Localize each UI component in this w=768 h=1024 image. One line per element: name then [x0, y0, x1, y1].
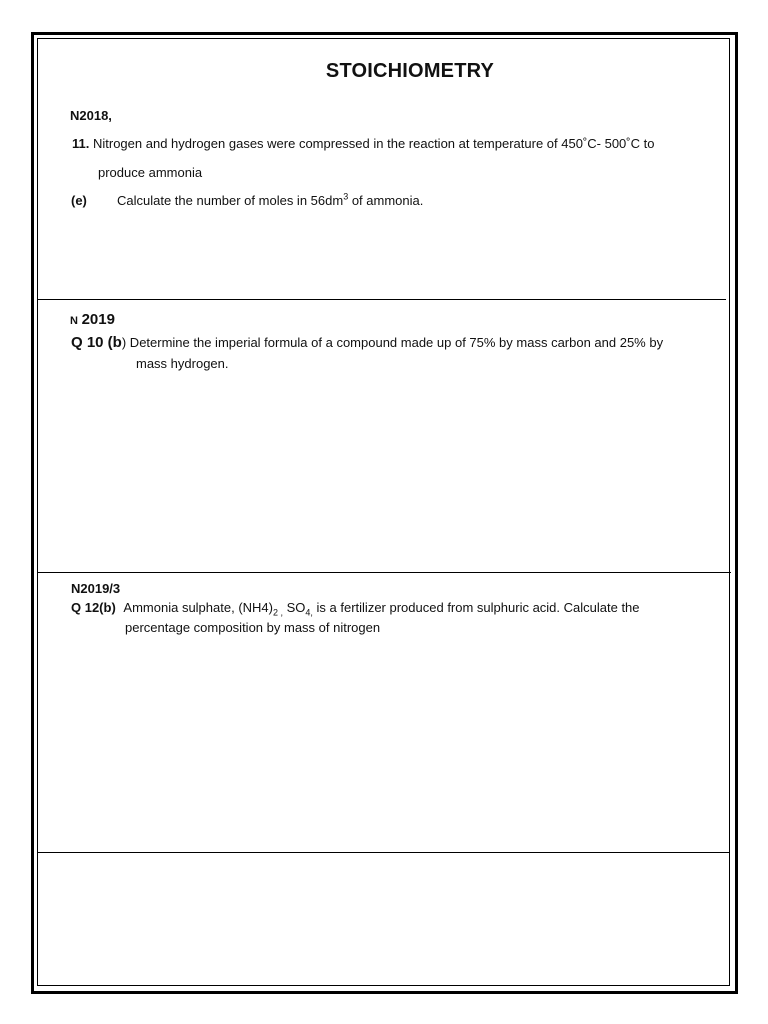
section-divider-3: [38, 852, 729, 853]
section3-sub-b: 4,: [305, 607, 313, 618]
section3-question-text-c: is a fertilizer produced from sulphuric acid. Calculate the: [312, 600, 640, 615]
section1-part-text: [117, 193, 423, 209]
section3-question-text-cont: percentage composition by mass of nitrogen: [125, 620, 381, 635]
section2-header-year: 2019: [81, 311, 115, 328]
section3-question-text-a: Ammonia sulphate, (NH4): [123, 600, 273, 615]
section2-question-text-cont: mass hydrogen.: [136, 356, 229, 371]
section3-question: [71, 600, 640, 616]
section1-question-number: 11.: [72, 136, 90, 151]
section2-question-label: Q 10 (b: [71, 334, 122, 351]
section3-sub-a: 2 ,: [272, 607, 283, 618]
section1-part-text-post: of ammonia.: [348, 193, 424, 208]
section1-question-text: Nitrogen and hydrogen gases were compressed in the reaction at temperature of 450˚C- 500˚C to: [92, 136, 655, 151]
section-divider-2: [38, 572, 731, 573]
section2-question-text: ) Determine the imperial formula of a compound made up of 75% by mass carbon and 25% by: [121, 335, 664, 350]
page-title: STOICHIOMETRY: [325, 60, 495, 82]
section3-question-label: Q 12(b): [71, 600, 116, 615]
section-divider-1: [38, 299, 726, 300]
section3-header: N2019/3: [71, 581, 121, 596]
section1-question: [72, 136, 654, 152]
section1-part-label: (e): [71, 193, 87, 208]
section1-part-sup: 3: [343, 191, 349, 202]
section1-header: N2018,: [70, 108, 112, 123]
section1-part-text-pre: Calculate the number of moles in 56dm: [117, 193, 344, 208]
section2-question: [71, 335, 663, 351]
section2-header-n: N: [70, 315, 78, 327]
section2-header: [70, 312, 115, 329]
section1-question-text-cont: produce ammonia: [98, 165, 203, 180]
section3-question-text-b: SO: [283, 600, 306, 615]
